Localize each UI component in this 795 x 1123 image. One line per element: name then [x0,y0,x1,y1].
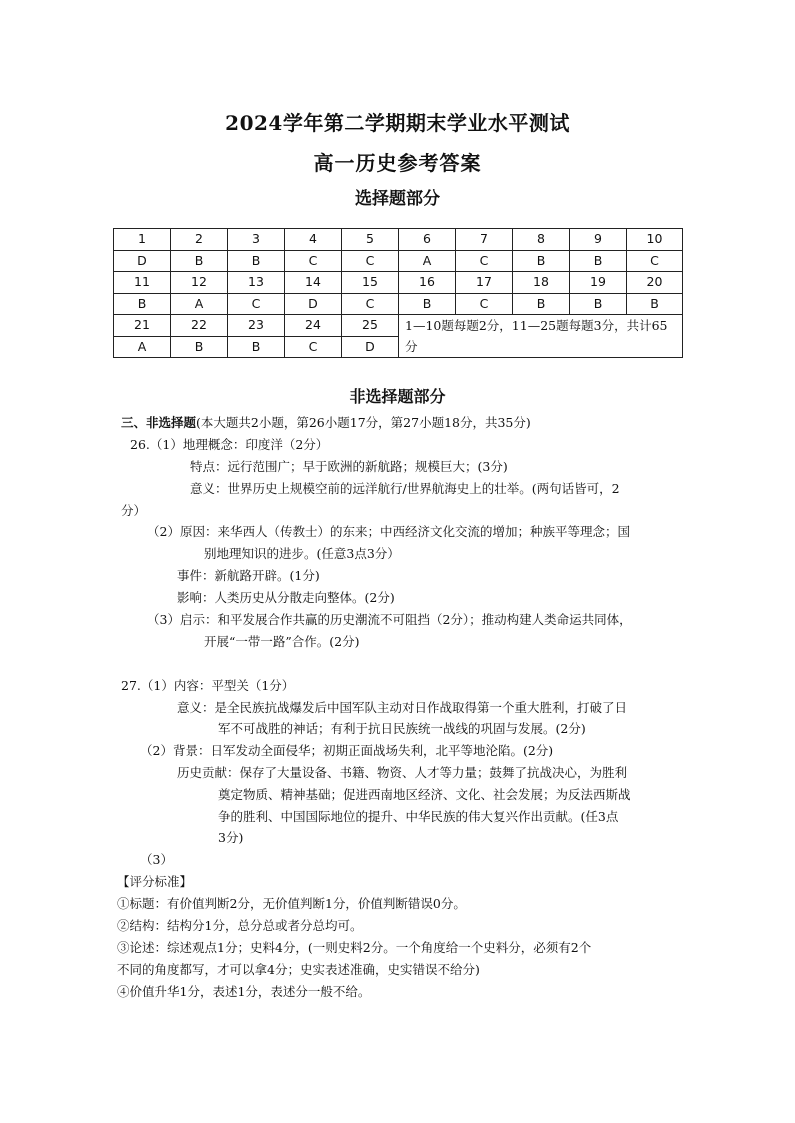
answer-table-row [114,315,683,337]
answer-table-row [114,293,683,315]
answer-table-cell: 19 [570,272,627,294]
answer-table-cell: 13 [228,272,285,294]
q26-line: 事件：新航路开辟。(1分) [177,568,320,583]
answer-table-cell: B [513,293,570,315]
answer-table-cell: 14 [285,272,342,294]
answer-table-cell: 1 [114,229,171,251]
q27-line: 军不可战胜的神话；有利于抗日民族统一战线的巩固与发展。(2分) [218,721,586,736]
q27-line: 奠定物质、精神基础；促进西南地区经济、文化、社会发展；为反法西斯战 [218,787,631,802]
q27-line: 意义：是全民族抗战爆发后中国军队主动对日作战取得第一个重大胜利，打破了日 [177,700,628,715]
scoring-line: 不同的角度都写，才可以拿4分；史实表述准确，史实错误不给分) [117,962,480,977]
section-nonchoice-heading: 非选择题部分 [349,387,446,406]
answer-key-title: 高一历史参考答案 [313,151,482,175]
answer-table-cell: 16 [399,272,456,294]
answer-table-cell: 22 [171,315,228,337]
answer-table-cell: 9 [570,229,627,251]
answer-table-cell: C [285,250,342,272]
answer-table-cell: C [456,293,513,315]
q26-line: （2）原因：来华西人（传教士）的东来；中西经济文化交流的增加；种族平等理念；国 [147,524,630,539]
answer-table-cell: 18 [513,272,570,294]
section-intro [121,414,531,432]
scoring-note-cell: 1—10题每题2分，11—25题每题3分，共计65分 [399,315,683,358]
answer-table-cell: 11 [114,272,171,294]
q27-line: 27.（1）内容：平型关（1分） [121,678,295,693]
answer-table-cell: A [171,293,228,315]
answer-table-cell: 23 [228,315,285,337]
answer-table-cell: 6 [399,229,456,251]
answer-table-cell: B [570,293,627,315]
q26-line: 别地理知识的进步。(任意3点3分） [204,546,400,561]
q26-line: 分） [121,503,147,518]
answer-table-cell: B [228,250,285,272]
answer-table-cell: 7 [456,229,513,251]
q26-line: 26.（1）地理概念：印度洋（2分） [130,437,329,452]
q27-line: （3） [140,852,173,867]
answer-table-cell: 21 [114,315,171,337]
answer-table-row [114,229,683,251]
answer-table-row [114,272,683,294]
answer-table-cell: D [342,336,399,358]
answer-table-cell: B [570,250,627,272]
q27-line: 3分) [218,830,244,845]
q26-line: 特点：远行范围广；早于欧洲的新航路；规模巨大；(3分) [190,459,508,474]
answer-table-cell: 20 [627,272,683,294]
section-intro-label: 三、非选择题 [121,415,197,430]
answer-table-cell: 8 [513,229,570,251]
answer-table-cell: C [456,250,513,272]
answer-table-cell: C [627,250,683,272]
q27-line: 历史贡献：保存了大量设备、书籍、物资、人才等力量；鼓舞了抗战决心，为胜利 [177,765,628,780]
answer-table-cell: B [171,336,228,358]
answer-table-cell: D [114,250,171,272]
answer-table-cell: B [627,293,683,315]
answer-table-row [114,250,683,272]
answer-table-cell: 15 [342,272,399,294]
scoring-line: ③论述：综述观点1分；史料4分，(一则史料2分。一个角度给一个史料分，必须有2个 [117,940,592,955]
scoring-line: ①标题：有价值判断2分，无价值判断1分，价值判断错误0分。 [117,896,466,911]
answer-table-cell: A [399,250,456,272]
answer-table-cell: C [228,293,285,315]
answer-table-body [114,229,683,358]
answer-table-cell: 5 [342,229,399,251]
answer-table-cell: B [513,250,570,272]
answer-table-cell: 17 [456,272,513,294]
answer-table-cell: A [114,336,171,358]
q26-line: （3）启示：和平发展合作共赢的历史潮流不可阻挡（2分）；推动构建人类命运共同体， [147,612,632,627]
answer-table-cell: D [285,293,342,315]
answer-table-cell: 25 [342,315,399,337]
q26-line: 影响：人类历史从分散走向整体。(2分) [177,590,395,605]
answer-table-cell: 24 [285,315,342,337]
answer-table-cell: 2 [171,229,228,251]
answer-table-cell: B [228,336,285,358]
q27-line: （2）背景：日军发动全面侵华；初期正面战场失利，北平等地沦陷。(2分) [140,743,554,758]
q27-line: 争的胜利、中国国际地位的提升、中华民族的伟大复兴作出贡献。(任3点 [218,809,619,824]
answer-table-cell: B [399,293,456,315]
q26-line: 开展“一带一路”合作。(2分) [204,634,360,649]
answer-table-cell: 12 [171,272,228,294]
answer-table-cell: C [285,336,342,358]
answer-table-cell: 4 [285,229,342,251]
answer-table-cell: B [114,293,171,315]
answer-table-cell: 3 [228,229,285,251]
answer-table-cell: 10 [627,229,683,251]
section-intro-text: (本大题共2小题，第26小题17分，第27小题18分，共35分) [196,415,531,430]
answer-table-cell: C [342,293,399,315]
answer-table-cell: C [342,250,399,272]
q26-line: 意义：世界历史上规模空前的远洋航行/世界航海史上的壮举。(两句话皆可，2 [190,481,620,496]
scoring-title: 【评分标准】 [117,874,193,889]
answer-table-cell: B [171,250,228,272]
scoring-line: ②结构：结构分1分，总分总或者分总均可。 [117,918,363,933]
exam-title: 2024学年第二学期期末学业水平测试 [225,111,570,135]
answer-table [113,228,683,358]
scoring-line: ④价值升华1分，表述1分，表述分一般不给。 [117,984,371,999]
section-choice-heading: 选择题部分 [355,189,440,209]
